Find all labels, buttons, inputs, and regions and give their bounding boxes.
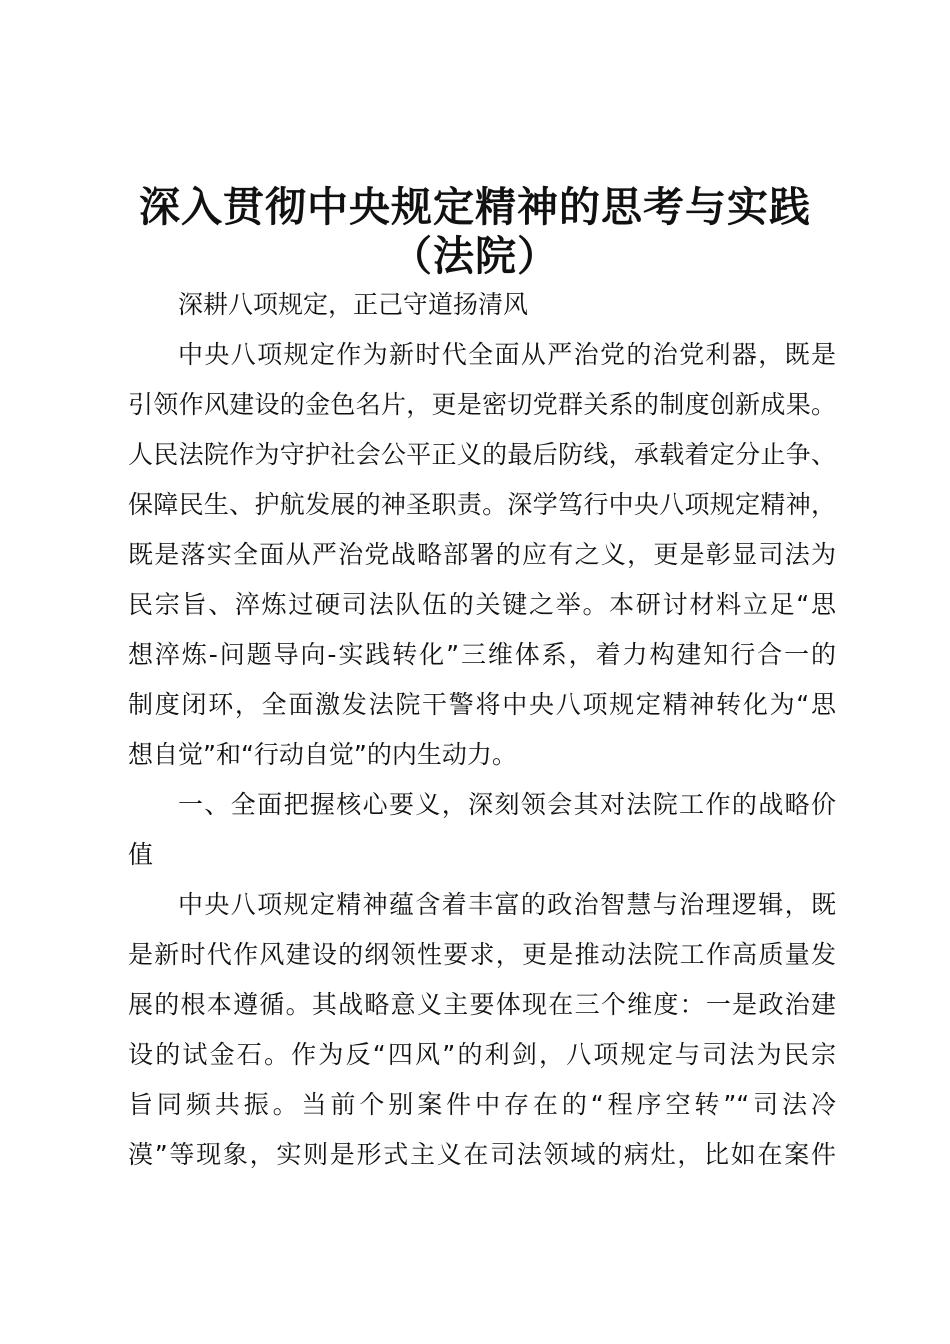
heading-line: 值 (128, 840, 154, 869)
section-heading-1 (128, 780, 836, 880)
paragraph-line: 引领作风建设的金色名片，更是密切党群关系的制度创新成果。 (128, 390, 836, 419)
paragraph-line: 想自觉”和“行动自觉”的内生动力。 (128, 740, 517, 769)
paragraph-line: 中央八项规定作为新时代全面从严治党的治党利器，既是 (178, 340, 836, 369)
paragraph-line: 设的试金石。作为反“四风”的利剑，八项规定与司法为民宗 (128, 1040, 836, 1069)
paragraph-line: 保障民生、护航发展的神圣职责。深学笃行中央八项规定精神， (128, 490, 836, 519)
document-title-suffix: （法院） (391, 232, 559, 280)
paragraph-strategy (128, 880, 836, 1180)
paragraph-line: 中央八项规定精神蕴含着丰富的政治智慧与治理逻辑，既 (178, 890, 836, 919)
paragraph-line: 既是落实全面从严治党战略部署的应有之义，更是彰显司法为 (128, 540, 836, 569)
paragraph-line: 旨同频共振。当前个别案件中存在的“程序空转”“司法冷 (128, 1090, 836, 1119)
paragraph-line: 制度闭环，全面激发法院干警将中央八项规定精神转化为“思 (128, 690, 836, 719)
heading-line: 一、全面把握核心要义，深刻领会其对法院工作的战略价 (178, 790, 836, 819)
paragraph-line: 展的根本遵循。其战略意义主要体现在三个维度：一是政治建 (128, 990, 836, 1019)
document-title: 深入贯彻中央规定精神的思考与实践 (139, 183, 811, 231)
paragraph-line: 是新时代作风建设的纲领性要求，更是推动法院工作高质量发 (128, 940, 836, 969)
paragraph-intro (128, 330, 836, 780)
paragraph-line: 想淬炼-问题导向-实践转化”三维体系，着力构建知行合一的 (128, 640, 836, 669)
subtitle: 深耕八项规定，正己守道扬清风 (178, 290, 529, 319)
document-body (128, 280, 836, 1180)
paragraph-line: 民宗旨、淬炼过硬司法队伍的关键之举。本研讨材料立足“思 (128, 590, 836, 619)
paragraph-line: 漠”等现象，实则是形式主义在司法领域的病灶，比如在案件 (128, 1140, 836, 1169)
paragraph-line: 人民法院作为守护社会公平正义的最后防线，承载着定分止争、 (128, 440, 836, 469)
